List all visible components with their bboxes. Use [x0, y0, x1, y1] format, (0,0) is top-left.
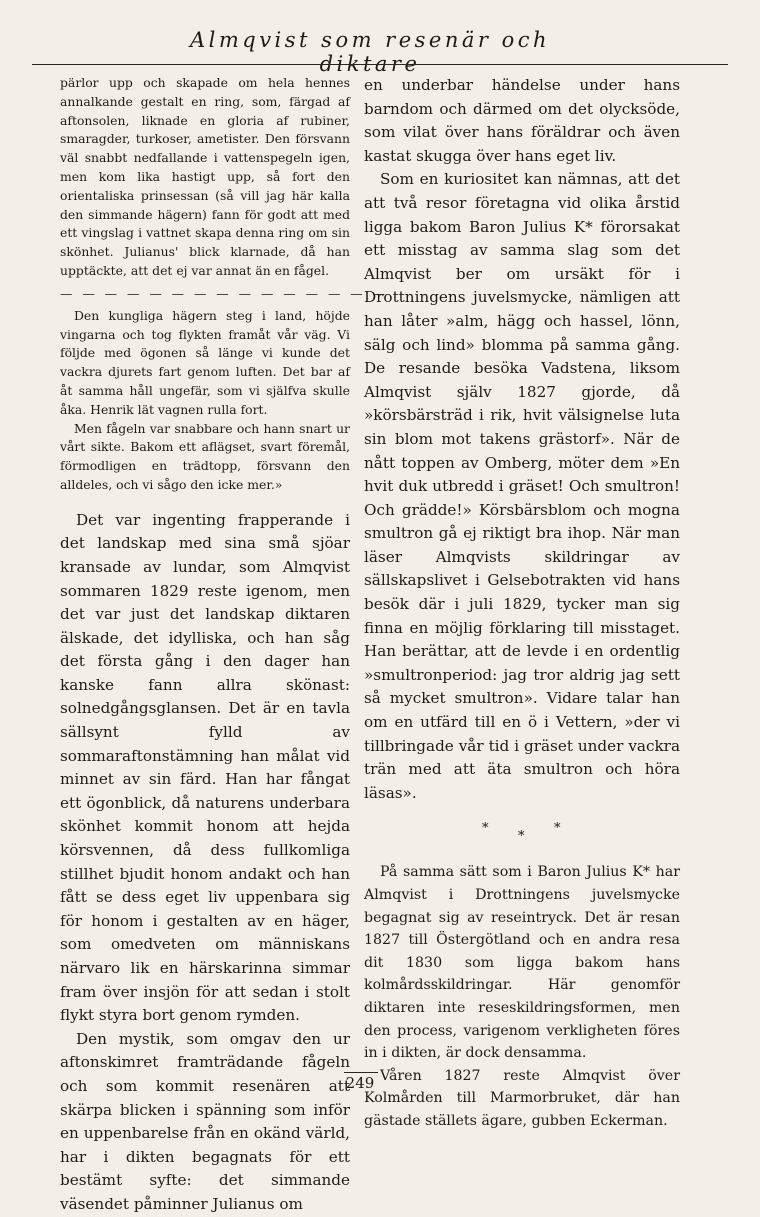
asterisk: * — [518, 829, 525, 845]
quote-paragraph: pärlor upp och skapade om hela hennes annalkande gestalt en ring, som, färgad af aftonsolen, liknade en gloria af rubiner, smaragder, turkoser, ametister. Den försvann väl snabbt nedfallande i vattenspegeln igen, men kom lika hastigt upp, så fort den orientaliska prinsessan (så vill jag här kalla den simmande hägern) fann för godt att med ett vingslag i vattnet skapa denna ring om sin skönhet. Julianus' blick klarnade, då han upptäckte, att det ej var annat än en fågel. — [60, 75, 350, 278]
dash-break: — — — — — — — — — — — — — — — — [60, 285, 389, 301]
asterisk: * — [554, 821, 561, 837]
section-separator — [364, 805, 680, 861]
body-paragraph: Det var ingenting frapperande i det landskap med sina små sjöar kransade av lundar, som Almqvist sommaren 1829 reste igenom, men det var just det landskap diktaren älskade, det idylliska, och han såg det första gång i den dager han kanske fann allra skönast: solnedgångsglansen. Det är en tavla sällsynt fylld av sommaraftonstämning han målat vid minnet av sin färd. Han har fångat ett ögonblick, då naturens underbara skönhet kommit honom att hejda körsvennen, då dess fullkomliga stillhet bjudit honom andakt och han fått se dess eget liv uppenbara sig för honom i gestalten av en häger, som omedveten om människans närvaro lik en härskarinna simmar fram över insjön för att sedan i stolt flykt styra bort genom rymden. — [60, 510, 350, 1025]
left-body — [60, 509, 350, 1217]
body-paragraph: Den mystik, som omgav den ur aftonskimret framträdande fågeln och som kommit resenären att skärpa blicken i spänning som inför en uppenbarelse från en okänd värld, har i dikten begagnats för ett bestämt syfte: det simmande väsendet påminner Julianus om — [60, 1029, 350, 1213]
body-paragraph: Som en kuriositet kan nämnas, att det att två resor företagna vid olika årstid ligga bakom Baron Julius K* förorsakat ett misstag av samma slag som det Almqvist ber om ursäkt för i Drottningens juvelsmycke, nämligen att han låter »alm, hägg och hassel, lönn, sälg och lind» blomma på samma gång. De resande besöka Vadstena, liksom Almqvist själv 1827 gjorde, då »körsbärsträd i rik, hvit välsignelse luta sin blom mot takens grästorf». När de nått toppen av Omberg, möter dem »En hvit duk utbredd i gräset! Och smultron! Och grädde!» Körsbärsblom och mogna smultron gå ej riktigt bra ihop. När man läser Almqvists skildringar av sällskapslivet i Gelsebotrakten vid hans besök där i juli 1829, tycker man sig finna en möjlig förklaring till misstaget. Han berättar, att de levde i en ordentlig »smultronperiod: jag tror aldrig jag sett så mycket smultron». Vidare talar han om en utfärd till en ö i Vettern, »der vi tillbringade vår tid i gräset under vackra trän med att äta smultron och höra läsas». — [364, 170, 680, 802]
right-column — [364, 74, 680, 1133]
right-body — [364, 74, 680, 805]
block-quote-2 — [60, 307, 350, 495]
page-number: 249 — [345, 1074, 375, 1092]
block-quote-1 — [60, 74, 350, 281]
quote-paragraph: Den kungliga hägern steg i land, höjde vingarna och tog flykten framåt vår väg. Vi följde med ögonen så länge vi kunde det vackra djurets fart genom luften. Det bar af åt samma håll ungefär, som vi själfva skulle åka. Henrik lät vagnen rulla fort. — [60, 307, 350, 417]
asterisk: * — [482, 821, 489, 837]
body-paragraph: en underbar händelse under hans barndom och därmed om det olycksöde, som vilat över hans föräldrar och även kastat skugga över hans eget liv. — [364, 76, 680, 165]
right-body-lower — [364, 861, 680, 1132]
body-paragraph: Våren 1827 reste Almqvist över Kolmården till Marmorbruket, där han gästade ställets ägare, gubben Eckerman. — [364, 1067, 680, 1129]
quote-paragraph: Men fågeln var snabbare och hann snart ur vårt sikte. Bakom ett aflägset, svart föremål, förmodligen en trädtopp, försvann den alldeles, och vi sågo den icke mer.» — [60, 420, 350, 492]
body-paragraph: På samma sätt som i Baron Julius K* har Almqvist i Drottningens juvelsmycke begagnat sig av reseintryck. Det är resan 1827 till Östergötland och en andra resa dit 1830 som ligga bakom hans kolmårdsskildringar. Här genomför diktaren inte reseskildringsformen, men den process, varigenom verkligheten föres in i dikten, är dock densamma. — [364, 864, 680, 1062]
folio-rule — [344, 1072, 378, 1073]
running-head: Almqvist som resenär och diktare — [189, 28, 551, 76]
header-rule — [32, 64, 728, 65]
